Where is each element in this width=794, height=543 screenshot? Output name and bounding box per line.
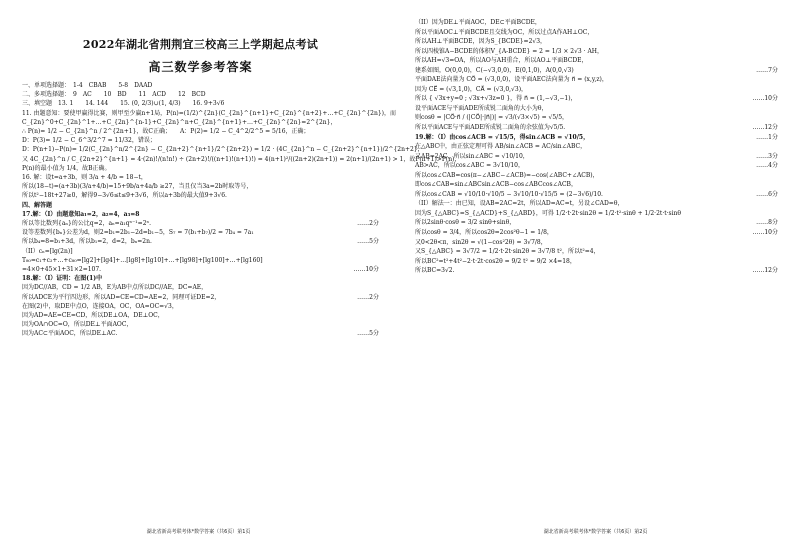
- answer-line: [22, 118, 379, 127]
- answer-line: [22, 265, 379, 274]
- answer-line-text: 所以cos∠CAB=cos(π−∠ABC−∠ACB)=−cos(∠ABC+∠ACB)，: [415, 171, 599, 179]
- answer-line-text: 因为S_{△ABC}=S_{△ACD}+S_{△ABD}，可得 1/2·t·2t·sin2θ = 1/2·t²·sinθ + 1/2·2t·t·sinθ: [415, 209, 682, 217]
- answer-line: [415, 75, 778, 85]
- answer-line-text: 四、解答题: [22, 201, 53, 209]
- answer-line-text: （II）因为DE⊥平面AOC，DE⊂平面BCDE，: [415, 19, 541, 26]
- answer-line: [415, 209, 778, 219]
- answer-line-text: 又0<2θ<π，sin2θ = √(1−cos²2θ) = 3√7/8，: [415, 238, 547, 246]
- answer-line-text: =4×0+45×1+31×2=107.: [22, 266, 102, 274]
- answer-line-text: 18.解：（I）证明：在图(1)中: [22, 275, 103, 283]
- answer-line-text: 因为AD=AE=CE=CD，所以DE⊥OA，DE⊥OC，: [22, 312, 164, 320]
- answer-line-text: 建系如图，O(0,0,0)，C(−√3,0,0)，E(0,1,0)，A(0,0,√3): [415, 66, 574, 74]
- answer-line-text: 所以四棱锥A−BCDE的体积V_{A-BCDE} = 2 = 1/3 × 2√3 · AH，: [415, 47, 604, 55]
- answer-line: [22, 155, 461, 164]
- answer-line-text: C_{2n}^0+C_{2n}^1+…+C_{2n}^{n-1}+C_{2n}^n+C_{2n}^{n+1}+…+C_{2n}^{2n}=2^{2n}，: [22, 118, 337, 126]
- answer-line: [22, 302, 379, 311]
- answer-line: [415, 37, 778, 47]
- answer-line: [22, 145, 424, 154]
- answer-line: [415, 238, 778, 248]
- answer-page-2: [397, 0, 794, 543]
- answer-line: [415, 266, 778, 276]
- answer-line: [415, 56, 778, 66]
- answer-line-text: 所以等比数列{aₙ}的公比q=2，aₙ=a₁qⁿ⁻¹=2ⁿ.: [22, 220, 152, 228]
- answer-key-title: 高三数学参考答案: [148, 60, 253, 74]
- answer-line-text: 即cos∠CAB=sin∠ABCsin∠ACB−cos∠ABCcos∠ACB，: [415, 181, 577, 189]
- answer-line: [22, 136, 379, 145]
- answer-line: [22, 90, 379, 99]
- answer-line-text: （II）cₙ=[lg(2n)]: [22, 247, 73, 255]
- answer-line: [22, 210, 379, 219]
- answer-line-text: P(n)的最小值为 1/4，故B正确。: [22, 164, 111, 172]
- score-points: ……10分: [752, 229, 778, 237]
- answer-line: [22, 99, 379, 108]
- answer-line: [22, 293, 379, 302]
- answer-line: [415, 257, 778, 267]
- answer-line-text: 所以cosθ = 3/4，所以cos2θ=2cos²θ−1 = 1/8，: [415, 229, 553, 237]
- answer-line-text: 所以平面ACE与平面ADE所成锐二面角的余弦值为√5/5.: [415, 124, 566, 132]
- answer-line-text: 所以AH⊥平面BCDE，因为S_{BCDE}=2√3，: [415, 38, 547, 46]
- score-points: ……6分: [756, 190, 778, 198]
- answer-line: [415, 28, 778, 38]
- answer-line: [415, 104, 778, 114]
- answer-line: [22, 173, 379, 182]
- answer-line-text: 16. 解：设t=a+3b，则 3/a + 4/b = 18−t，: [22, 174, 147, 182]
- page1-footer: 湖北省新高考联考体*数学答案（共6页）第1页: [146, 529, 251, 535]
- answer-line-text: 所以2sinθ·cosθ = 3/2 sinθ+sinθ，: [415, 219, 516, 227]
- answer-line: [415, 113, 778, 123]
- answer-line-text: 17.解：（I）由题意知a₁=2，a₂=4，a₃=8: [22, 210, 140, 218]
- answer-line-text: 所以ADCE为平行四边形，所以AD=CE=CD=AE=2，同理可证DE=2，: [22, 293, 221, 301]
- answer-line-text: 又AB=2AC，所以sin∠ABC = √10/10，: [415, 152, 529, 160]
- page2-body: [415, 18, 778, 276]
- answer-line: [415, 180, 778, 190]
- answer-line: [22, 164, 379, 173]
- answer-line-text: 三、填空题 13. 1 14. 144 15. (0, 2/3)∪(1, 4/3) 16. 9+3√6: [22, 100, 225, 108]
- answer-line-text: 所以BC²=t²+4t²−2·t·2t·cos2θ = 9/2 t² = 9/2 ×4=18，: [415, 257, 576, 265]
- answer-line-text: 19.解：（I）由cos∠ACB = √15/5，得sin∠ACB = √10/5，: [415, 133, 590, 141]
- answer-line-text: 设等差数列{bₙ}公差为d，则2=b₁=2b₁−2d=b₁−5，S₇ = 7(b₁+b₇)/2 = 7b₄ = 7a₁: [22, 229, 254, 237]
- answer-line-text: 因为DC//AB，CD = 1/2 AB，E为AB中点所以DC//AE，DC=AE，: [22, 284, 208, 292]
- answer-line-text: 因为OA∩OC=O，所以DE⊥平面AOC，: [22, 321, 133, 329]
- answer-line-text: 所以平面AOC⊥平面BCDE且交线为OC，所以过点A作AH⊥OC，: [415, 28, 594, 36]
- answer-line-text: 所以AH=√3=OA，所以AO与AH重合，所以AO⊥平面BCDE，: [415, 57, 588, 65]
- answer-line-text: 所以 { √3x+y=0 ; √3x+√3z=0 }，得 n⃗ = (1,−√3,−1)，: [415, 95, 577, 103]
- answer-line-text: D：P(3)= 1/2 − C_6^3/2^7 = 11/32，错误；: [22, 137, 156, 145]
- answer-line-text: 又 4C_{2n}^n / C_{2n+2}^{n+1} = 4·(2n)!/(n!n!) ÷ (2n+2)!/((n+1)!(n+1)!) = 4(n+1)²/((2n+2)(2n+1)) = 2(n+1)/(2n+1) > 1，故P(n+1)>P(n)，: [22, 155, 461, 163]
- score-points: ……4分: [756, 162, 778, 170]
- score-points: ……5分: [357, 330, 379, 338]
- answer-line: [415, 218, 778, 228]
- answer-line-text: 在图(2)中，取DE中点O，连接OA，OC，OA=OC=√3，: [22, 302, 178, 310]
- score-points: ……12分: [752, 267, 778, 275]
- answer-line: [415, 123, 778, 133]
- score-points: ……1分: [756, 133, 778, 141]
- answer-line: [415, 161, 778, 171]
- answer-line-text: 则cosθ = |CO⃗·n⃗ / (|CO⃗|·|n⃗|)| = √3/(√3×√5) = √5/5，: [415, 114, 569, 122]
- answer-line: [415, 66, 778, 76]
- answer-line: [415, 171, 778, 181]
- answer-line-text: 因为AC⊂平面AOC，所以DE⊥AC.: [22, 330, 118, 338]
- answer-line: [22, 283, 379, 292]
- answer-line: [22, 274, 379, 283]
- answer-line: [22, 247, 379, 256]
- answer-line-text: ∴ P(n)= 1/2 − C_{2n}^n / 2^{2n+1}，故C正确； A：P(2)= 1/2 − C_4^2/2^5 = 5/16，正确；: [22, 128, 310, 136]
- answer-line-text: D：P(n+1)−P(n)= 1/2(C_{2n}^n/2^{2n} − C_{2n+2}^{n+1}/2^{2n+2}) = 1/2 · (4C_{2n}^n − C_{2n+2}^{n+1})/2^{2n+2}，: [22, 146, 424, 154]
- answer-line: [415, 85, 778, 95]
- answer-line: [22, 256, 379, 265]
- answer-line: [415, 18, 778, 28]
- answer-line: [22, 219, 379, 228]
- answer-line: [22, 182, 379, 191]
- answer-line: [415, 133, 778, 143]
- answer-line: [415, 247, 778, 257]
- score-points: ……8分: [756, 219, 778, 227]
- score-points: ……12分: [752, 124, 778, 132]
- answer-line: [415, 228, 778, 238]
- answer-line-text: 在△ABC中，由正弦定理可得 AB/sin∠ACB = AC/sin∠ABC，: [415, 143, 587, 151]
- answer-line-text: 所以t²−18t+27≥0，解得9−3√6≤t≤9+3√6，所以a+3b的最大值9+3√6.: [22, 192, 227, 200]
- answer-line: [415, 152, 778, 162]
- answer-line: [415, 190, 778, 200]
- answer-line-text: 所以BC=3√2.: [415, 267, 455, 275]
- answer-line-text: 所以cos∠CAB = √10/10·√10/5 − 3√10/10·√15/5 = (2−3√6)/10.: [415, 190, 603, 198]
- answer-line-text: 二、多项选择题： 9 AC 10 BD 11 ACD 12 BCD: [22, 91, 206, 99]
- answer-line: [415, 47, 778, 57]
- score-points: ……5分: [357, 238, 379, 246]
- answer-line-text: 设平面ACE与平面ADE所成锐二面角的大小为θ，: [415, 104, 548, 112]
- exam-title: 2022年湖北省荆荆宜三校高三上学期起点考试: [82, 38, 319, 51]
- answer-line: [22, 311, 379, 320]
- answer-line-text: 所以b₄=8=b₁+3d，所以b₁=2，d=2，bₙ=2n.: [22, 238, 152, 246]
- answer-line: [22, 320, 379, 329]
- score-points: ……7分: [756, 66, 778, 74]
- score-points: ……2分: [357, 293, 379, 301]
- answer-line-text: 所以(18−t)=(a+3b)(3/a+4/b)=15+9b/a+4a/b ≥27，当且仅当3a=2b时取等号，: [22, 183, 253, 191]
- answer-line: [22, 329, 379, 338]
- page2-footer: 湖北省新高考联考体*数学答案（共6页）第2页: [543, 529, 648, 535]
- answer-line-text: 因为 CE⃗ = (√3,1,0)，CA⃗ = (√3,0,√3)，: [415, 85, 528, 93]
- score-points: ……10分: [353, 266, 379, 274]
- answer-line: [22, 201, 379, 210]
- answer-line-text: （II）解法一：由已知，设AB=2AC=2t，所以AD=AC=t，另设∠CAD=θ，: [415, 200, 624, 208]
- answer-line: [415, 142, 778, 152]
- score-points: ……2分: [357, 220, 379, 228]
- answer-line-text: 又S_{△ABC} = 3√7/2 = 1/2·t·2t·sin2θ = 3√7/8 t²，所以t²=4，: [415, 248, 600, 256]
- answer-line-text: AB>AC，所以cos∠ABC = 3√10/10，: [415, 162, 524, 170]
- score-points: ……10分: [752, 95, 778, 103]
- answer-line: [22, 228, 379, 237]
- answer-line: [22, 237, 379, 246]
- answer-line-text: 11. 由题意知：要使甲赢得比赛，则甲至少赢n+1局，P(n)=(1/2)^{2n}(C_{2n}^{n+1}+C_{2n}^{n+2}+…+C_{2n}^{2n})，而: [22, 109, 397, 117]
- answer-line: [22, 191, 379, 200]
- answer-line-text: T₈₀=c₁+c₂+…+c₈₀=[lg2]+[lg4]+…[lg8]+[lg10]+…+[lg98]+[lg100]+…+[lg160]: [22, 256, 263, 264]
- answer-line-text: 平面DAE法向量为 CO⃗ = (√3,0,0)，设平面AEC法向量为 n⃗ = (x,y,z)，: [415, 76, 608, 84]
- answer-line-text: 一、单项选择题： 1-4 CBAB 5-8 DAAD: [22, 82, 153, 89]
- answer-line: [415, 94, 778, 104]
- answer-line: [22, 81, 379, 90]
- answer-line: [415, 199, 778, 209]
- answer-line: [22, 127, 379, 136]
- answer-line: [22, 109, 397, 118]
- score-points: ……3分: [756, 152, 778, 160]
